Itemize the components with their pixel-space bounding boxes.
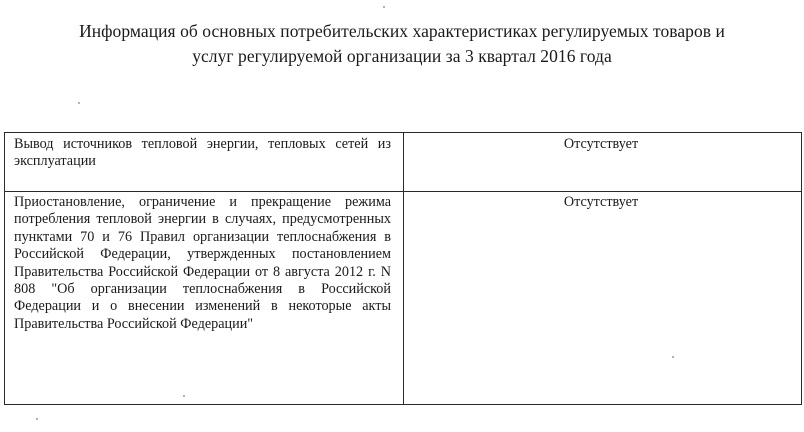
scan-speck — [78, 102, 80, 104]
table-row — [5, 192, 802, 405]
value-cell: Отсутствует — [404, 133, 802, 192]
document-title-line-2: услуг регулируемой организации за 3 квартал 2016 года — [192, 46, 612, 66]
document-title-line-1: Информация об основных потребительских характеристиках регулируемых товаров и — [79, 21, 725, 41]
scan-speck — [36, 418, 38, 420]
document-title — [0, 19, 804, 69]
characteristic-cell: Вывод источников тепловой энергии, тепловых сетей из эксплуатации — [5, 133, 404, 192]
scan-speck — [383, 6, 385, 8]
value-cell: Отсутствует — [404, 192, 802, 405]
characteristics-table — [4, 132, 802, 405]
table-row — [5, 133, 802, 192]
scan-speck — [672, 356, 674, 358]
scan-speck — [183, 395, 185, 397]
characteristic-cell: Приостановление, ограничение и прекращение режима потребления тепловой энергии в случаях, предусмотренных пунктами 70 и 76 Правил организации теплоснабжения в Российской Федерации, утвержденных постановлением Правительства Российской Федерации от 8 августа 2012 г. N 808 "Об организации теплоснабжения в Российской Федерации и о внесении изменений в некоторые акты Правительства Российской Федерации" — [5, 192, 404, 405]
